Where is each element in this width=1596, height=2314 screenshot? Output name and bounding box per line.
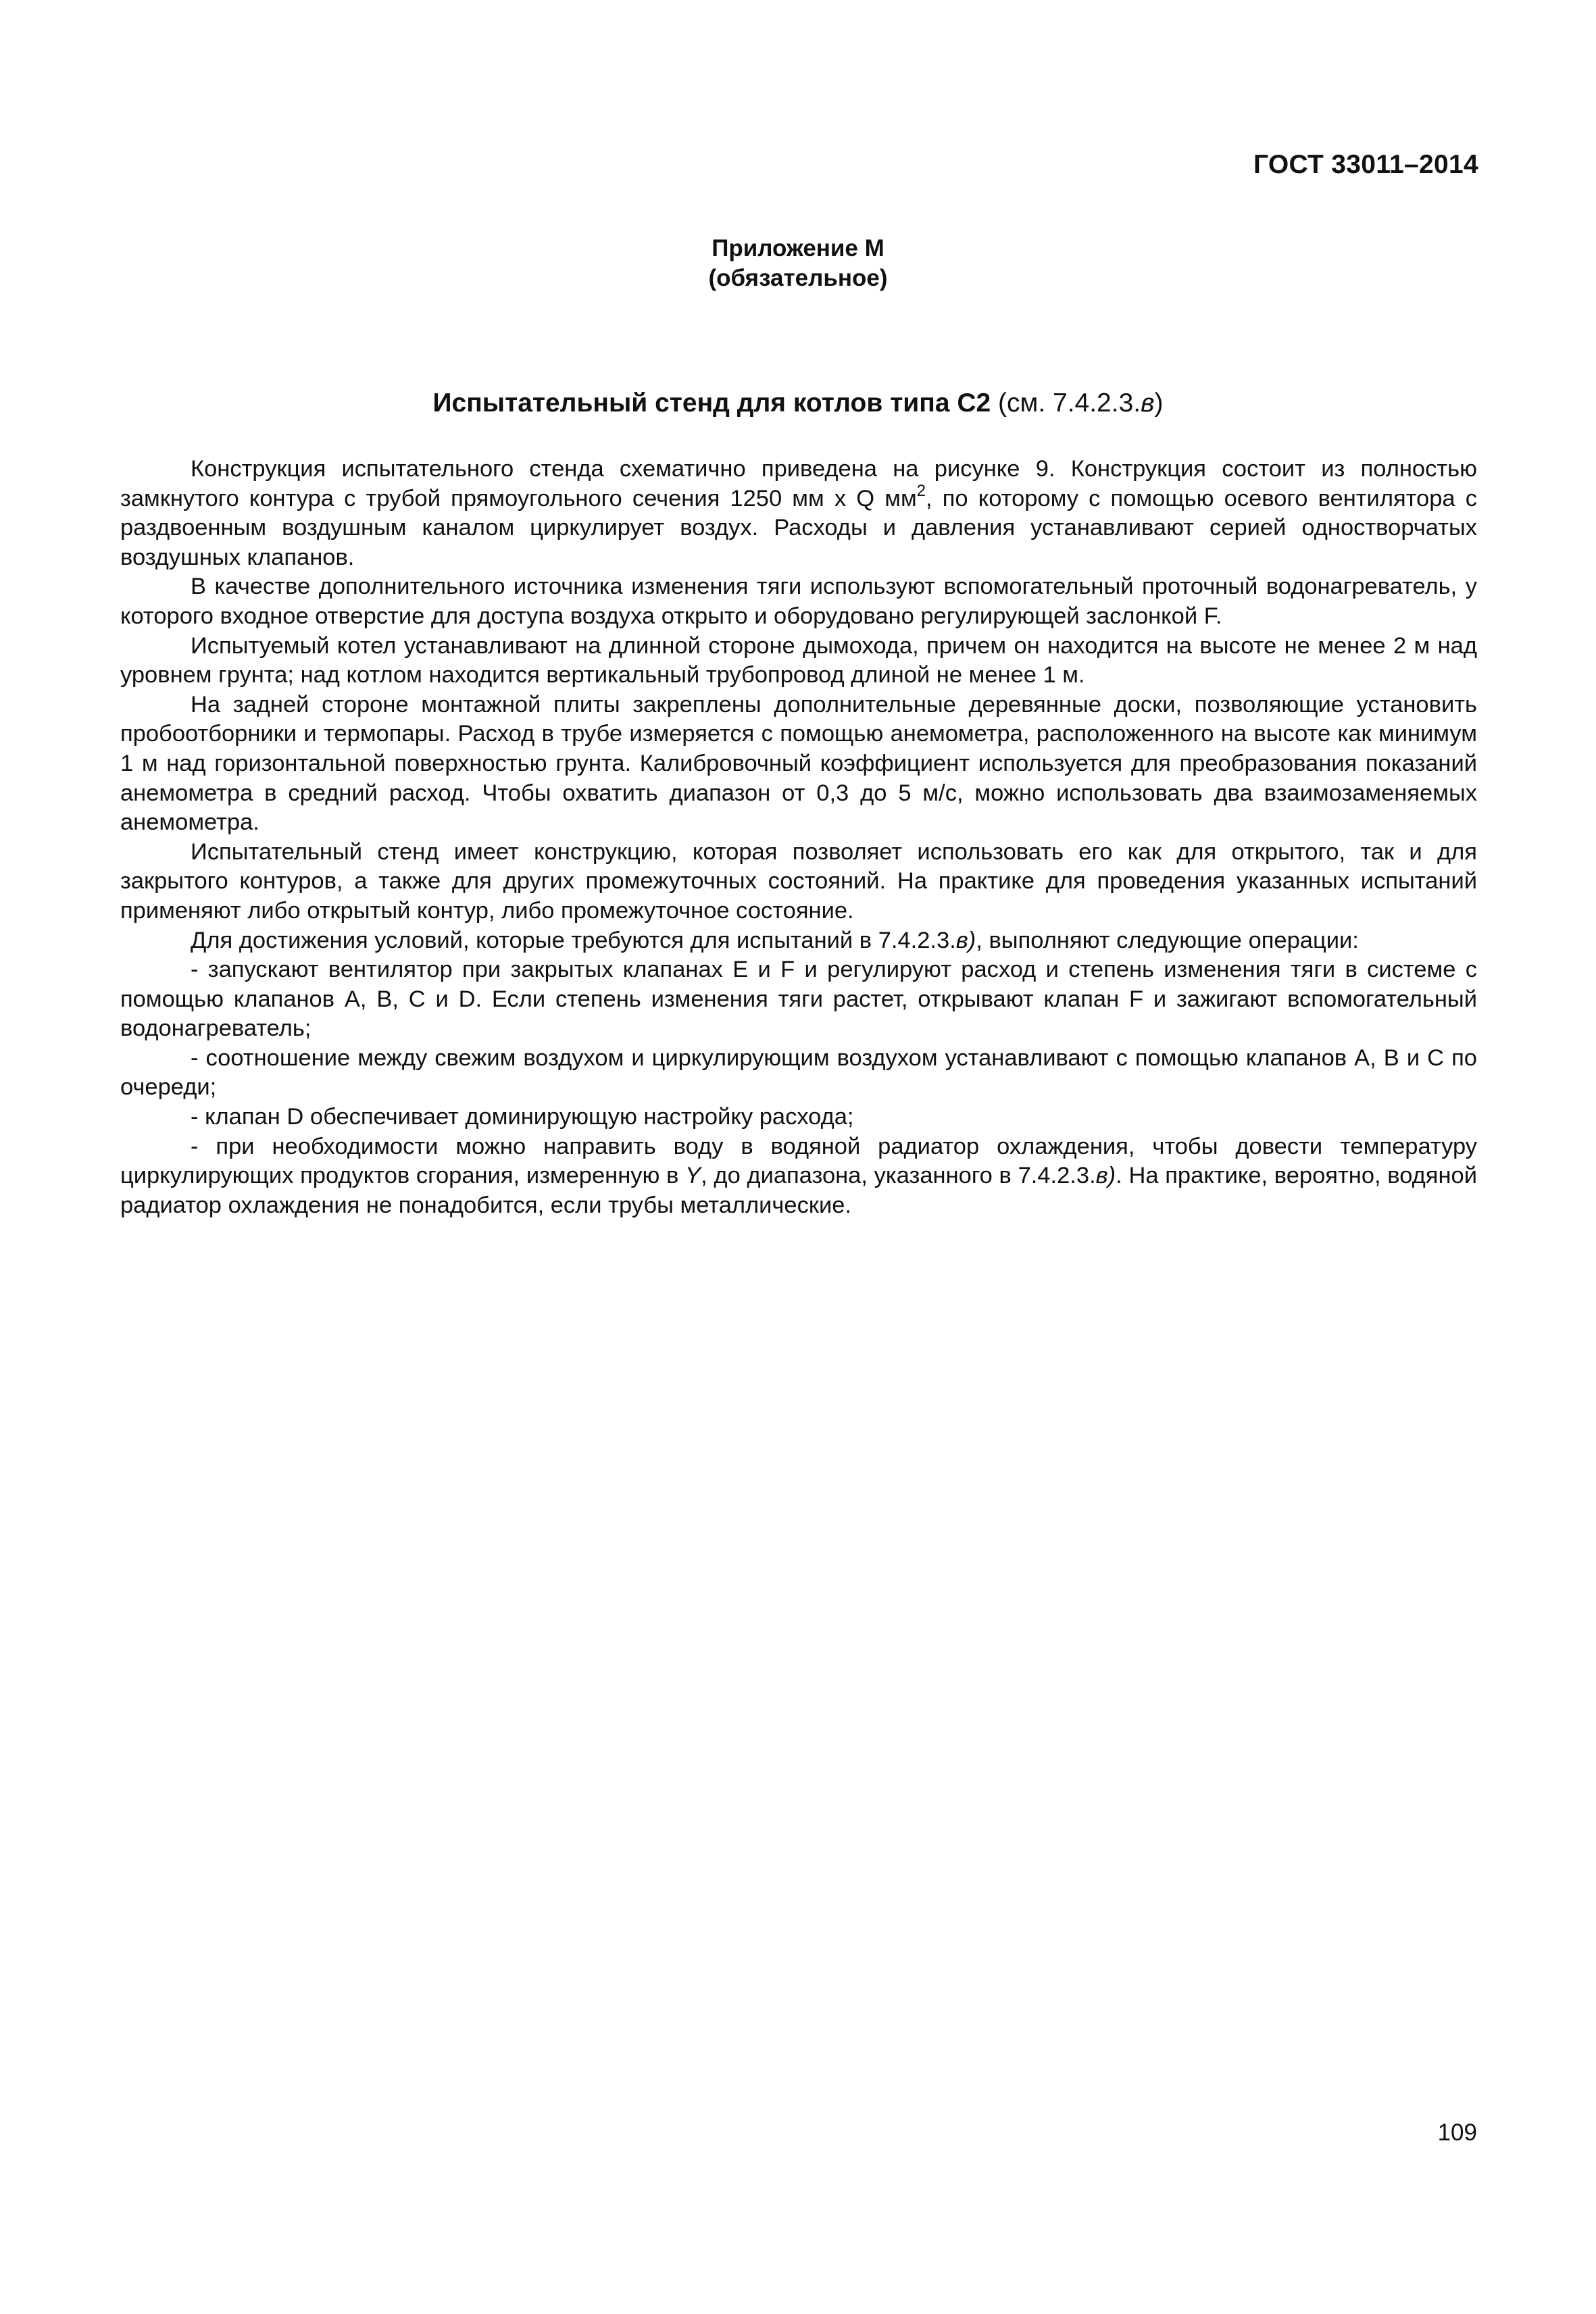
appendix-status: (обязательное) [708, 265, 888, 291]
superscript: 2 [916, 482, 926, 501]
paragraph-5: Испытательный стенд имеет конструкцию, которая позволяет использовать его как для открытого, так и для закрытого контуров, а также для других промежуточных состояний. На практике для проведения указанных испытаний применяют либо открытый контур, либо промежуточное состояние. [120, 838, 1477, 924]
paragraph-3: Испытуемый котел устанавливают на длинной стороне дымохода, причем он находится на высоте не менее 2 м над уровнем грунта; над котлом находится вертикальный трубопровод длиной не менее 1 м. [120, 632, 1477, 688]
paragraph-7: - запускают вентилятор при закрытых клапанах E и F и регулируют расход и степень изменения тяги в системе с помощью клапанов A, B, C и D. Если степень изменения тяги растет, открывают клапан F и зажигают вспомогательный водонагреватель; [120, 957, 1477, 1042]
paragraph-10 [120, 1132, 1477, 1221]
paragraph-8: - соотношение между свежим воздухом и циркулирующим воздухом устанавливают с помощью клапанов A, B и C по очереди; [120, 1045, 1477, 1101]
document-code: ГОСТ 33011–2014 [1253, 150, 1478, 179]
paragraph-10-text-c: . На практике, вероятно, водяной радиатор охлаждения не понадобится, если трубы металлические. [120, 1163, 1477, 1218]
page-number: 109 [1437, 2119, 1477, 2146]
paragraph-4: На задней стороне монтажной плиты закреплены дополнительные деревянные доски, позволяющие установить пробоотборники и термопары. Расход в трубе измеряется с помощью анемометра, расположенного на высоте как минимум 1 м над горизонтальной поверхностью грунта. Калибровочный коэффициент используется для преобразования показаний анемометра в средний расход. Чтобы охватить диапазон от 0,3 до 5 м/с, можно использовать два взаимозаменяемых анемометра. [120, 691, 1477, 836]
paragraph-6-text-a: Для достижения условий, которые требуются для испытаний в 7.4.2.3. [191, 927, 956, 953]
section-title-main: Испытательный стенд для котлов типа С2 [432, 388, 991, 418]
paragraph-10-italic-1: Y [685, 1163, 701, 1189]
paragraph-6 [120, 926, 1477, 956]
section-title-ref-open: (см. 7.4.2.3. [991, 388, 1141, 418]
paragraph-1-text-b: , по которому с помощью осевого вентилятора с раздвоенным воздушным каналом циркулирует воздух. Расходы и давления устанавливают серией одностворчатых воздушных клапанов. [120, 485, 1478, 570]
section-title-ref-close: ) [1154, 388, 1164, 418]
paragraph-6-text-b: , выполняют следующие операции: [976, 927, 1359, 953]
appendix-label: Приложение М [712, 235, 884, 261]
section-title [0, 387, 1596, 420]
paragraph-2: В качестве дополнительного источника изменения тяги используют вспомогательный проточный водонагреватель, у которого входное отверстие для доступа воздуха открыто и оборудовано регулирующей заслонкой F. [120, 574, 1477, 629]
appendix-heading [0, 234, 1596, 293]
body-text [120, 455, 1477, 1220]
section-title-ref-italic: в [1141, 388, 1155, 418]
paragraph-10-italic-2: в) [1095, 1163, 1116, 1189]
paragraph-6-italic: в) [955, 927, 976, 953]
paragraph-1-text-a: Конструкция испытательного стенда схематично приведена на рисунке 9. Конструкция состоит из полностью замкнутого контура с трубой прямоугольного сечения 1250 мм х Q мм [120, 456, 1477, 511]
paragraph-1 [120, 455, 1477, 572]
paragraph-10-text-b: , до диапазона, указанного в 7.4.2.3. [701, 1163, 1096, 1189]
paragraph-9: - клапан D обеспечивает доминирующую настройку расхода; [191, 1104, 854, 1130]
paragraph-10-text-a: - при необходимости можно направить воду в водяной радиатор охлаждения, чтобы довести температуру циркулирующих продуктов сгорания, измеренную в [120, 1133, 1477, 1189]
